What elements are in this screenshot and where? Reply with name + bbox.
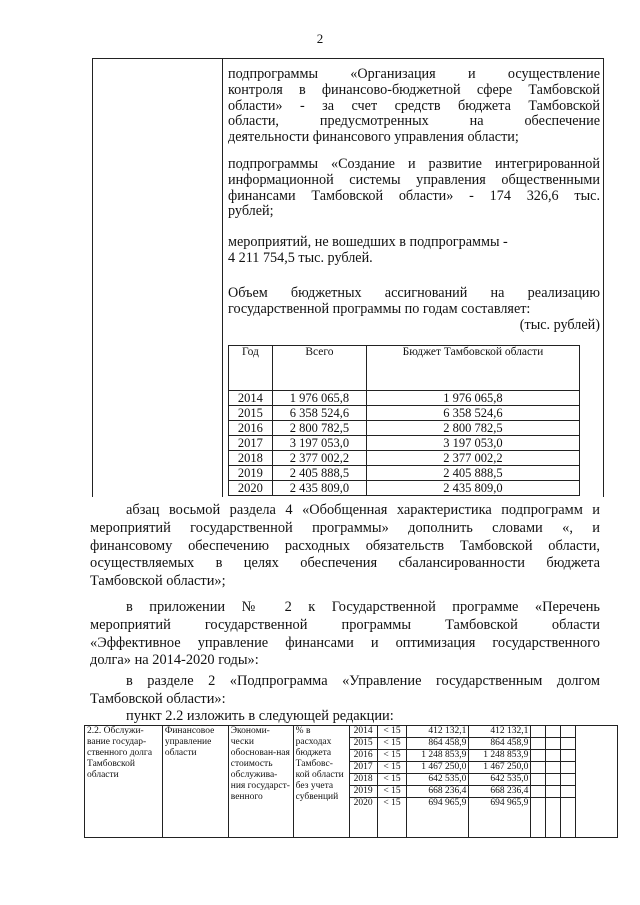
cell-total: 864 458,9 xyxy=(407,738,469,750)
header-total: Всего xyxy=(272,346,366,391)
cell-total: 2 435 809,0 xyxy=(272,481,366,496)
text-line: 4 211 754,5 тыс. рублей. xyxy=(228,249,373,266)
cell-total: 668 236,4 xyxy=(407,786,469,798)
text-line: Тамбовской области»; xyxy=(90,573,226,590)
cell-empty xyxy=(546,750,561,762)
cell-target: < 15 xyxy=(377,738,407,750)
subprogram-table xyxy=(84,725,618,838)
text-line: информационной системы управления общественными xyxy=(228,171,600,188)
cell-budget: 6 358 524,6 xyxy=(366,406,579,421)
cell-target: < 15 xyxy=(377,750,407,762)
cell-budget: 1 976 065,8 xyxy=(366,391,579,406)
text-line: области» - за счет средств бюджета Тамбовской xyxy=(228,97,600,114)
cell-total: 2 405 888,5 xyxy=(272,466,366,481)
text-line: финансовому обеспечению расходных обязательств Тамбовской области, xyxy=(90,537,600,554)
table-row xyxy=(229,406,580,421)
text-line: государственной программы по годам составляет: xyxy=(228,300,531,317)
text-line: «Эффективное управление финансами и оптимизация государственного xyxy=(90,634,600,651)
cell-empty xyxy=(561,726,576,738)
cell-empty xyxy=(561,762,576,774)
cell-empty xyxy=(561,786,576,798)
cell-budget: 642 535,0 xyxy=(469,774,531,786)
cell-year: 2018 xyxy=(229,451,273,466)
table-row xyxy=(229,436,580,451)
cell-budget: 2 377 002,2 xyxy=(366,451,579,466)
cell-year: 2017 xyxy=(349,762,377,774)
body-paragraph-2 xyxy=(90,599,600,670)
table-row xyxy=(85,726,618,738)
inner-paragraph-4 xyxy=(228,286,600,333)
cell-budget: 3 197 053,0 xyxy=(366,436,579,451)
cell-year: 2019 xyxy=(349,786,377,798)
cell-empty xyxy=(531,786,546,798)
table-row xyxy=(229,421,580,436)
cell-item-name: 2.2. Обслужи-вание государ-ственного долга Тамбовской области xyxy=(85,726,163,838)
cell-executor: Финансовое управление области xyxy=(162,726,228,838)
text-line: рублей; xyxy=(228,203,274,220)
cell-empty xyxy=(546,726,561,738)
cell-year: 2016 xyxy=(229,421,273,436)
cell-total: 1 467 250,0 xyxy=(407,762,469,774)
cell-empty xyxy=(561,738,576,750)
cell-empty xyxy=(576,726,618,838)
cell-year: 2020 xyxy=(229,481,273,496)
cell-budget: 2 800 782,5 xyxy=(366,421,579,436)
cell-empty xyxy=(561,798,576,838)
table-row xyxy=(229,466,580,481)
cell-unit: % в расходах бюджета Тамбовс-кой области без учета субвенций xyxy=(293,726,349,838)
cell-budget: 2 405 888,5 xyxy=(366,466,579,481)
cell-empty xyxy=(531,774,546,786)
body-paragraph-1 xyxy=(90,502,600,591)
cell-target: < 15 xyxy=(377,774,407,786)
cell-total: 412 132,1 xyxy=(407,726,469,738)
cell-year: 2014 xyxy=(349,726,377,738)
cell-empty xyxy=(546,774,561,786)
text-line: подпрограммы «Создание и развитие интегрированной xyxy=(228,156,600,172)
text-line: подпрограммы «Организация и осуществление xyxy=(228,66,600,82)
cell-target: < 15 xyxy=(377,786,407,798)
cell-budget: 412 132,1 xyxy=(469,726,531,738)
cell-empty xyxy=(546,798,561,838)
cell-year: 2017 xyxy=(229,436,273,451)
cell-empty xyxy=(531,738,546,750)
cell-empty xyxy=(531,726,546,738)
cell-empty xyxy=(546,762,561,774)
cell-indicator: Экономи-чески обоснован-ная стоимость обслужива-ния государст-венного xyxy=(228,726,293,838)
inner-paragraph-3 xyxy=(228,235,600,267)
cell-year: 2018 xyxy=(349,774,377,786)
budget-years-table xyxy=(228,345,580,496)
inner-paragraph-2 xyxy=(228,157,600,220)
cell-total: 642 535,0 xyxy=(407,774,469,786)
cell-year: 2015 xyxy=(229,406,273,421)
header-year: Год xyxy=(229,346,273,391)
cell-total: 6 358 524,6 xyxy=(272,406,366,421)
cell-empty xyxy=(531,762,546,774)
cell-budget: 864 458,9 xyxy=(469,738,531,750)
text-line: мероприятий государственной программы» дополнить словами «, и xyxy=(90,519,600,536)
cell-empty xyxy=(561,774,576,786)
text-line: финансами Тамбовской области» - 174 326,6 тыс. xyxy=(228,187,600,204)
cell-budget: 668 236,4 xyxy=(469,786,531,798)
unit-label: (тыс. рублей) xyxy=(519,316,600,333)
text-line: мероприятий государственной программы Тамбовской области xyxy=(90,616,600,633)
text-line: Тамбовской области»: xyxy=(90,690,226,707)
text-line: мероприятий, не вошедших в подпрограммы - xyxy=(228,234,508,250)
cell-total: 1 976 065,8 xyxy=(272,391,366,406)
cell-target: < 15 xyxy=(377,726,407,738)
cell-empty xyxy=(531,750,546,762)
cell-empty xyxy=(561,750,576,762)
text-line: долга» на 2014-2020 годы»: xyxy=(90,652,259,669)
cell-total: 2 800 782,5 xyxy=(272,421,366,436)
cell-target: < 15 xyxy=(377,798,407,838)
inner-paragraph-1 xyxy=(228,67,600,146)
column-divider xyxy=(222,59,223,497)
text-line: контроля в финансово-бюджетной сфере Тамбовской xyxy=(228,81,600,98)
cell-year: 2015 xyxy=(349,738,377,750)
cell-empty xyxy=(546,786,561,798)
header-regional-budget: Бюджет Тамбовской области xyxy=(366,346,579,391)
cell-target: < 15 xyxy=(377,762,407,774)
table-row xyxy=(229,451,580,466)
cell-total: 694 965,9 xyxy=(407,798,469,838)
cell-empty xyxy=(546,738,561,750)
table-header-row xyxy=(229,346,580,391)
body-paragraph-4 xyxy=(90,708,600,726)
cell-budget: 694 965,9 xyxy=(469,798,531,838)
cell-year: 2019 xyxy=(229,466,273,481)
cell-year: 2016 xyxy=(349,750,377,762)
text-line: Объем бюджетных ассигнований на реализацию xyxy=(228,285,600,301)
text-line: области, предусмотренных на обеспечение xyxy=(228,113,600,130)
text-line: пункт 2.2 изложить в следующей редакции: xyxy=(126,708,394,724)
cell-year: 2020 xyxy=(349,798,377,838)
text-line: осуществляемых в целях обеспечения сбалансированности бюджета xyxy=(90,555,600,572)
text-line: деятельности финансового управления области; xyxy=(228,129,519,146)
cell-budget: 2 435 809,0 xyxy=(366,481,579,496)
cell-budget: 1 248 853,9 xyxy=(469,750,531,762)
cell-total: 2 377 002,2 xyxy=(272,451,366,466)
cell-year: 2014 xyxy=(229,391,273,406)
cell-total: 3 197 053,0 xyxy=(272,436,366,451)
table-row xyxy=(229,391,580,406)
cell-total: 1 248 853,9 xyxy=(407,750,469,762)
text-line: в разделе 2 «Подпрограмма «Управление государственным долгом xyxy=(126,673,600,689)
text-line: в приложении № 2 к Государственной программе «Перечень xyxy=(126,599,600,615)
table-row xyxy=(229,481,580,496)
page-number: 2 xyxy=(316,31,324,46)
body-paragraph-3 xyxy=(90,673,600,709)
cell-budget: 1 467 250,0 xyxy=(469,762,531,774)
cell-empty xyxy=(531,798,546,838)
text-line: абзац восьмой раздела 4 «Обобщенная характеристика подпрограмм и xyxy=(126,502,600,518)
